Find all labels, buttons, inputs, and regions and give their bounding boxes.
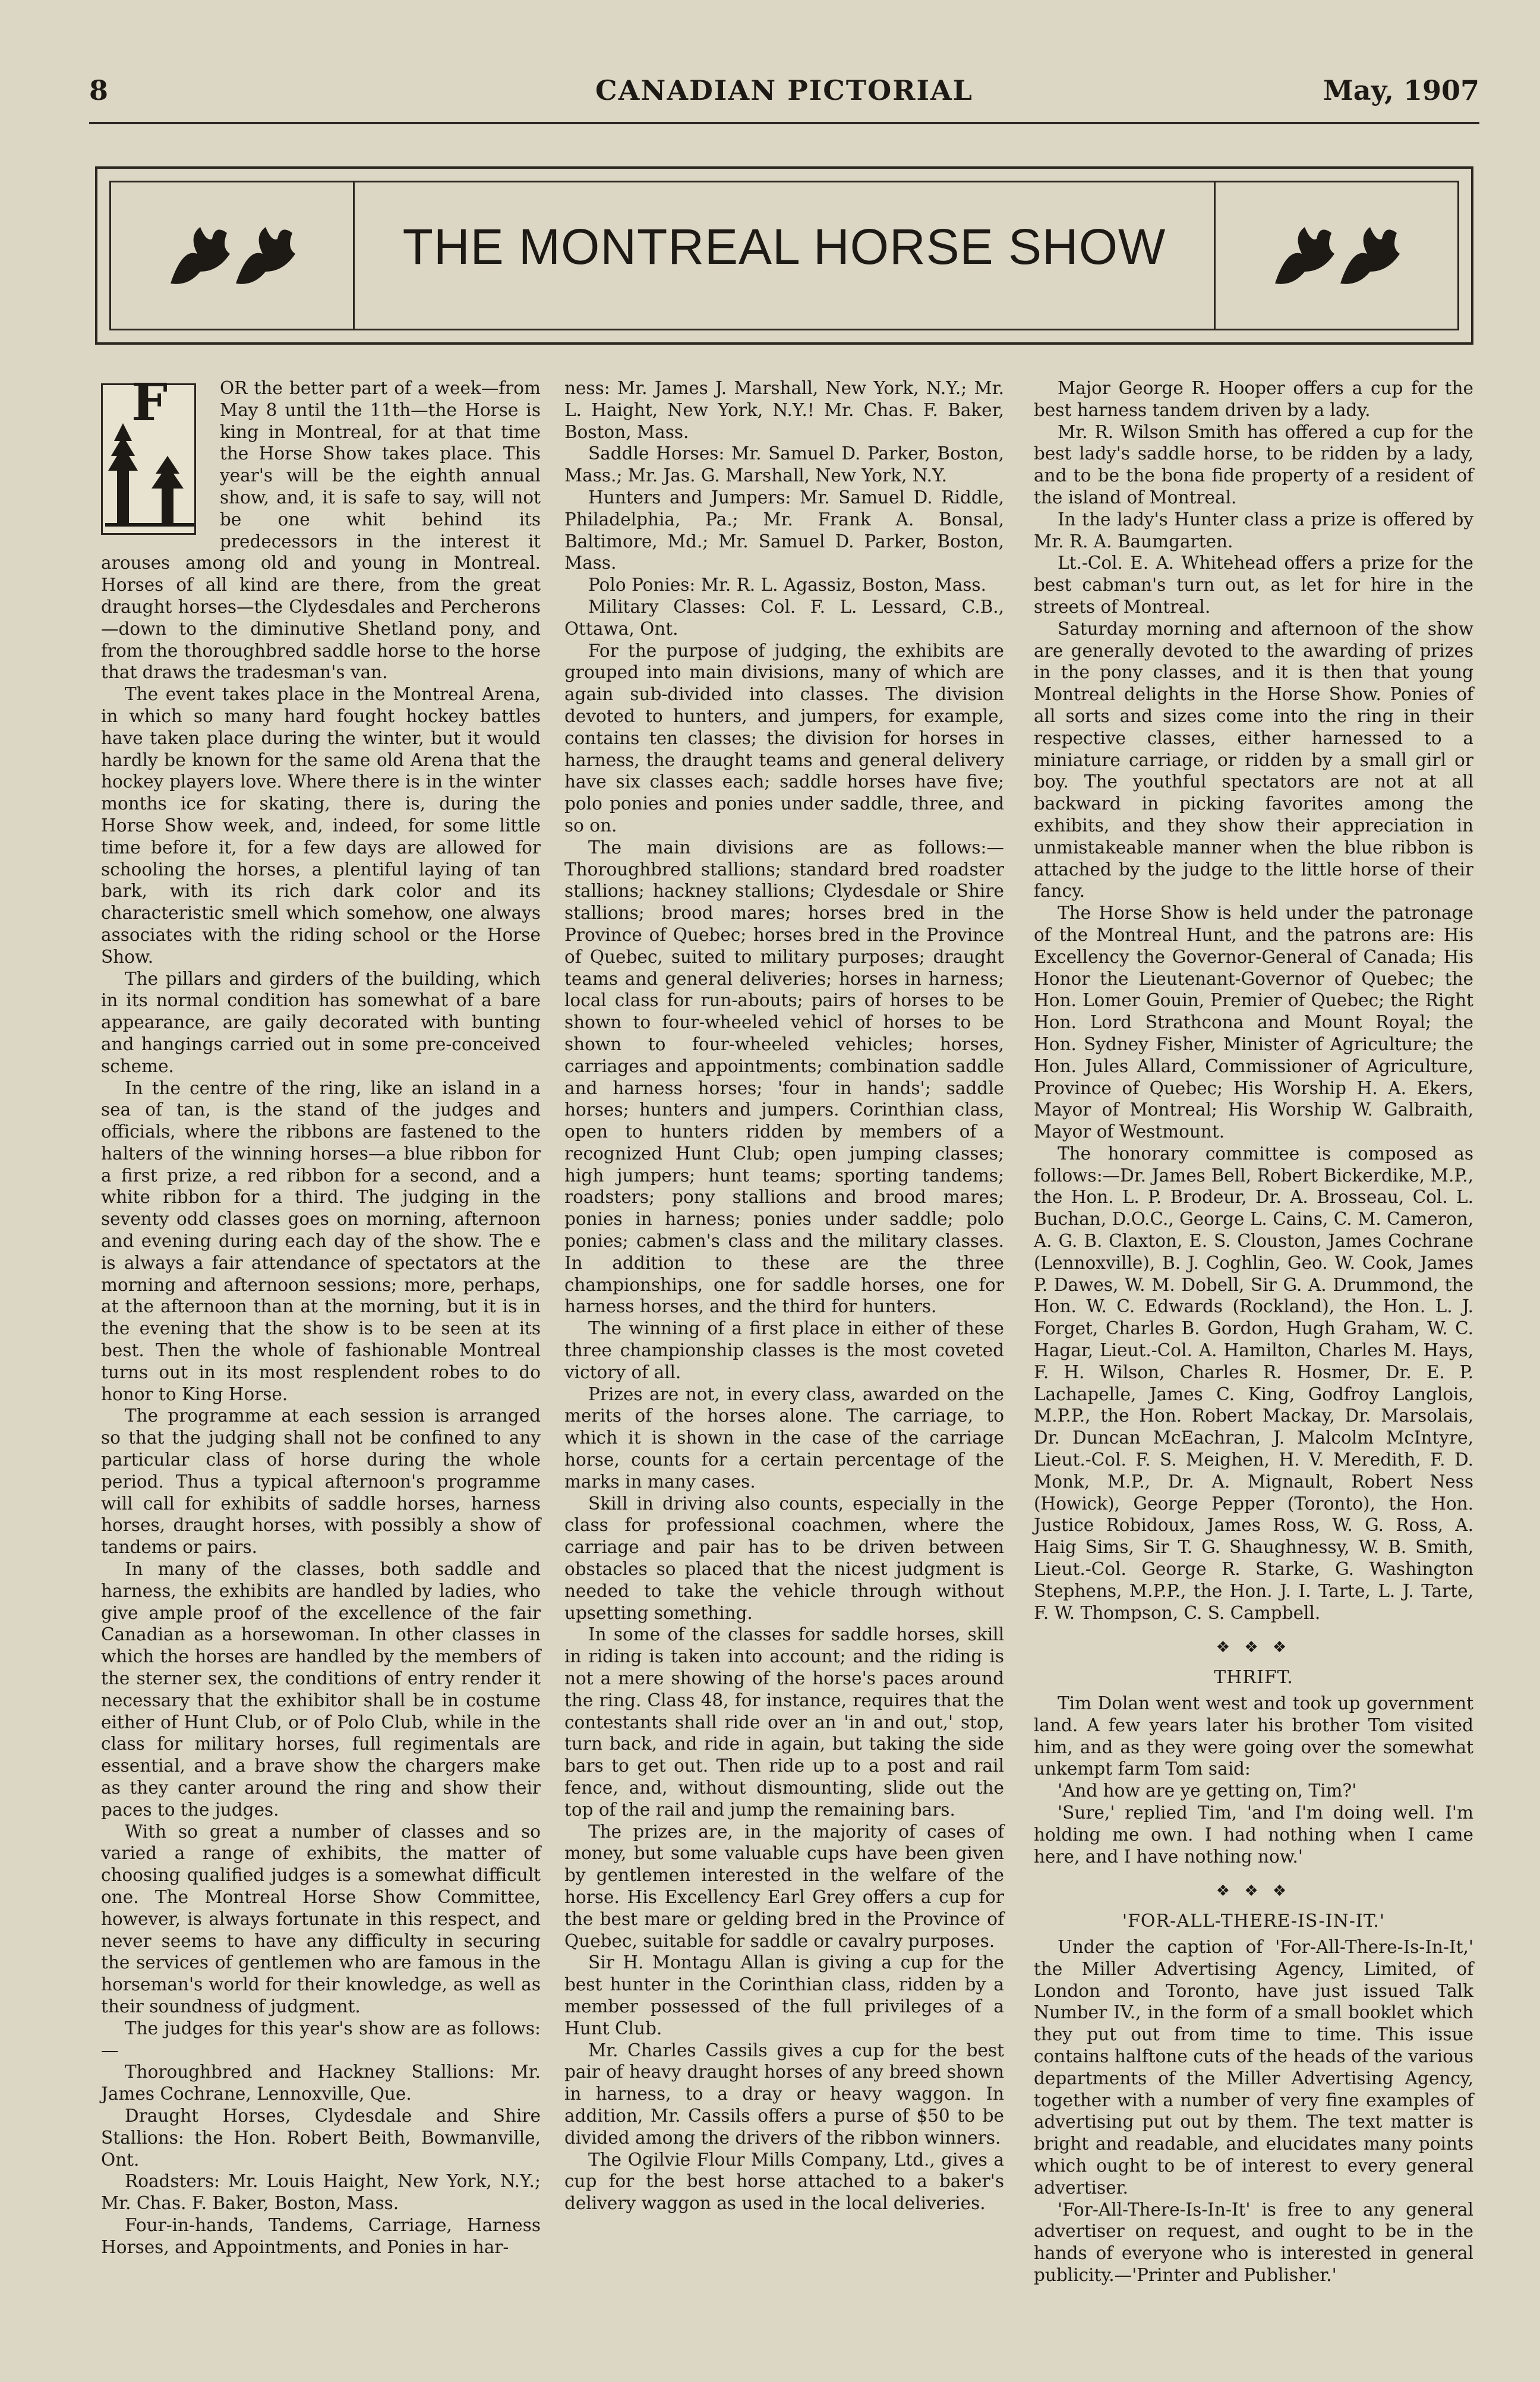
paragraph: The Ogilvie Flour Mills Company, Ltd., gives a cup for the best horse attached to a baker's delivery waggon as used in the local deliveries.: [564, 2149, 1004, 2214]
paragraph: Sir H. Montagu Allan is giving a cup for the best hunter in the Corinthian class, ridden by a member possessed of the full privileges of a Hunt Club.: [564, 1952, 1004, 2038]
drop-cap: [101, 373, 202, 538]
for-all-heading: 'FOR-ALL-THERE-IS-IN-IT.': [1122, 1911, 1386, 1932]
paragraph: Thoroughbred and Hackney Stallions: Mr. James Cochrane, Lennoxville, Que.: [101, 2062, 541, 2104]
paragraph: Military Classes: Col. F. L. Lessard, C.B., Ottawa, Ont.: [564, 596, 1004, 639]
paragraph: Skill in driving also counts, especially in the class for professional coachmen, where the carriage and pair has to be driven between obstacles so placed that the nicest judgment is needed to take the vehicle through without upsetting something.: [564, 1493, 1004, 1623]
section-separator: ❖ ❖ ❖: [1216, 1882, 1292, 1901]
article-column-3: [1034, 377, 1473, 2286]
paragraph: The winning of a first place in either of these three championship classes is the most coveted victory of all.: [564, 1318, 1004, 1382]
paragraph: Polo Ponies: Mr. R. L. Agassiz, Boston, Mass.: [588, 575, 987, 596]
publication-title: CANADIAN PICTORIAL: [595, 74, 973, 106]
paragraph: Under the caption of 'For-All-There-Is-In-It,' the Miller Advertising Agency, Limited, of London and Toronto, have just issued Talk Number IV., in the form of a small booklet which they put out from time to time. This issue contains halftone cuts of the heads of the various departments of the Miller Advertising Agency, together with a number of very fine examples of advertising put out by them. The text matter is bright and readable, and elucidates many points which ought to be of interest to every general advertiser.: [1034, 1936, 1473, 2198]
paragraph: In the centre of the ring, like an island in a sea of tan, is the stand of the judges and officials, where the ribbons are fastened to the halters of the winning horses—a blue ribbon for a first prize, a red ribbon for a second, and a white ribbon for a third. The judging in the seventy odd classes goes on morning, afternoon and evening during each day of the show. The e is always a fair attendance of spectators at the morning and afternoon sessions; more, perhaps, at the afternoon than at the morning, but it is in the evening that the show is to be seen at its best. Then the whole of fashionable Montreal turns out in its most resplendent robes to do honor to King Horse.: [101, 1077, 541, 1404]
paragraph: The judges for this year's show are as follows:—: [101, 2018, 541, 2060]
paragraph: The honorary committee is composed as follows:—Dr. James Bell, Robert Bickerdike, M.P., the Hon. L. P. Brodeur, Dr. A. Brosseau, Col. L. Buchan, D.O.C., George L. Cains, C. M. Cameron, A. G. B. Claxton, E. S. Clouston, James Cochrane (Lennoxville), B. J. Coghlin, Geo. W. Cook, James P. Dawes, W. M. Dobell, Sir G. A. Drummond, the Hon. W. C. Edwards (Rockland), the Hon. L. J. Forget, Charles B. Gordon, Hugh Graham, W. C. Hagar, Lieut.-Col. A. Hamilton, Charles M. Hays, F. H. Wilson, Charles R. Hosmer, Dr. E. P. Lachapelle, James C. King, Godfroy Langlois, M.P.P., the Hon. Robert Mackay, Dr. Marsolais, Dr. Duncan McEachran, J. Malcolm McIntyre, Lieut.-Col. F. S. Meighen, H. V. Meredith, F. D. Monk, M.P., Dr. A. Mignault, Robert Ness (Howick), George Pepper (Toronto), the Hon. Justice Robidoux, James Ross, W. G. Ross, A. Haig Sims, Sir T. G. Shaughnessy, W. B. Smith, Lieut.-Col. George R. Starke, G. Washington Stephens, M.P.P., the Hon. J. I. Tarte, L. J. Tarte, F. W. Thompson, C. S. Campbell.: [1034, 1143, 1473, 1623]
paragraph: The main divisions are as follows:—Thoroughbred stallions; standard bred roadster stallions; hackney stallions; Clydesdale or Shire stallions; brood mares; horses bred in the Province of Quebec; horses bred in the Province of Quebec, suited to military purposes; draught teams and general deliveries; horses in harness; local class for run-abouts; pairs of horses to be shown to four-wheeled vehicl of horses to be shown to four-wheeled vehicles; horses, carriages and appointments; combination saddle and harness horses; 'four in hands'; saddle horses; hunters and jumpers. Corinthian class, open to hunters ridden by members of a recognized Hunt Club; open jumping classes; high jumpers; hunt teams; sporting tandems; roadsters; pony stallions and brood mares; ponies in harness; ponies under saddle; polo ponies; cabmen's class and the military classes. In addition to these are the three championships, one for saddle horses, one for harness horses, and the third for hunters.: [564, 837, 1004, 1317]
paragraph: 'For-All-There-Is-In-It' is free to any general advertiser on request, and ought to be in the hands of everyone who is interested in general publicity.—'Printer and Publisher.': [1034, 2199, 1473, 2285]
paragraph: In many of the classes, both saddle and harness, the exhibits are handled by ladies, who give ample proof of the excellence of the fair Canadian as a horsewoman. In other classes in which the horses are handled by the members of the sterner sex, the conditions of entry render it necessary that the exhibitor shall be in costume either of Hunt Club, or of Polo Club, while in the class for military horses, full regimentals are essential, and a brave show the chargers make as they canter around the ring and show their paces to the judges.: [101, 1559, 541, 1820]
article-title: THE MONTREAL HORSE SHOW: [402, 219, 1166, 275]
paragraph: Prizes are not, in every class, awarded on the merits of the horses alone. The carriage, to which it is shown in the case of the carriage horse, counts for a certain percentage of the marks in many cases.: [564, 1384, 1004, 1492]
paragraph: Mr. R. Wilson Smith has offered a cup for the best lady's saddle horse, to be ridden by a lady, and to be the bona fide property of a resident of the island of Montreal.: [1034, 421, 1473, 508]
drop-cap-letter: F: [131, 373, 168, 433]
paragraph: Lt.-Col. E. A. Whitehead offers a prize for the best cabman's turn out, as let for hire in the streets of Montreal.: [1034, 553, 1473, 617]
paragraph: 'Sure,' replied Tim, 'and I'm doing well. I'm holding me own. I had nothing when I came here, and I have nothing now.': [1034, 1803, 1473, 1867]
paragraph: The programme at each session is arranged so that the judging shall not be confined to any particular class of horse during the whole period. Thus a typical afternoon's programme will call for exhibits of saddle horses, harness horses, draught horses, with possibly a show of tandems or pairs.: [101, 1406, 541, 1558]
magazine-page: [89, 56, 1479, 2362]
running-head: [89, 56, 1479, 124]
thrift-heading: THRIFT.: [1214, 1667, 1293, 1688]
paragraph: The Horse Show is held under the patronage of the Montreal Hunt, and the patrons are: His Excellency the Governor-General of Canada; His Honor the Lieutenant-Governor of Quebec; the Hon. Lomer Gouin, Premier of Quebec; the Right Hon. Lord Strathcona and Mount Royal; the Hon. Sydney Fisher, Minister of Agriculture; the Hon. Jules Allard, Commissioner of Agriculture, Province of Quebec; His Worship H. A. Ekers, Mayor of Montreal; His Worship W. Galbraith, Mayor of Westmount.: [1034, 903, 1473, 1142]
paragraph: The event takes place in the Montreal Arena, in which so many hard fought hockey battles have taken place during the winter, but it would hardly be known for the same old Arena that the hockey players love. Where there is in the winter months ice for skating, there is, during the Horse Show week, and, indeed, for some little time before it, for a few days are allowed for schooling the horses, a plentiful laying of tan bark, with its rich dark color and its characteristic smell which somehow, one always associates with the riding school or the Horse Show.: [101, 684, 541, 967]
paragraph: ness: Mr. James J. Marshall, New York, N.Y.; Mr. L. Haight, New York, N.Y.! Mr. Chas. F. Baker, Boston, Mass.: [564, 378, 1004, 442]
article-column-2: [564, 377, 1004, 2214]
paragraph: Hunters and Jumpers: Mr. Samuel D. Riddle, Philadelphia, Pa.; Mr. Frank A. Bonsal, Baltimore, Md.; Mr. Samuel D. Parker, Boston, Mass.: [564, 487, 1004, 574]
paragraph: In the lady's Hunter class a prize is offered by Mr. R. A. Baumgarten.: [1034, 509, 1473, 552]
paragraph: For the purpose of judging, the exhibits are grouped into main divisions, many of which are again sub-divided into classes. The division devoted to hunters, and jumpers, for example, contains ten classes; the division for horses in harness, the draught teams and general delivery have six classes each; saddle horses have five; polo ponies and ponies under saddle, three, and so on.: [564, 640, 1004, 836]
paragraph: Major George R. Hooper offers a cup for the best harness tandem driven by a lady.: [1034, 378, 1473, 420]
page-number: 8: [89, 74, 109, 106]
section-separator: ❖ ❖ ❖: [1216, 1639, 1292, 1657]
paragraph: OR the better part of a week—from May 8 until the 11th—the Horse is king in Montreal, for at that time the Horse Show takes place. This year's will be the eighth annual show, and, it is safe to say, will not be one whit behind its predecessors in the interest it arouses among old and young in Montreal. Horses of all kind are there, from the great draught horses—the Clydesdales and Percherons—down to the diminutive Shetland pony, and from the thoroughbred saddle horse to the horse that draws the tradesman's van.: [101, 378, 541, 683]
paragraph: Draught Horses, Clydesdale and Shire Stallions: the Hon. Robert Beith, Bowmanville, Ont.: [101, 2105, 541, 2170]
paragraph: Mr. Charles Cassils gives a cup for the best pair of heavy draught horses of any breed shown in harness, to a dray or heavy waggon. In addition, Mr. Cassils offers a purse of $50 to be divided among the drivers of the ribbon winners.: [564, 2040, 1004, 2148]
article-title-box: [95, 166, 1473, 345]
paragraph: The pillars and girders of the building, which in its normal condition has somewhat of a bare appearance, are gaily decorated with bunting and hangings carried out in some pre-conceived scheme.: [101, 968, 541, 1076]
paragraph: In some of the classes for saddle horses, skill in riding is taken into account; and the riding is not a mere showing of the horse's paces around the ring. Class 48, for instance, requires that the contestants shall ride over an 'in and out,' stop, turn back, and ride in again, but taking the side bars to get out. Then ride up to a post and rail fence, and, without dismounting, slide out the top of the rail and jump the remaining bars.: [564, 1624, 1004, 1820]
paragraph: Tim Dolan went west and took up government land. A few years later his brother Tom visited him, and as they were going over the somewhat unkempt farm Tom said:: [1034, 1693, 1473, 1779]
paragraph: Roadsters: Mr. Louis Haight, New York, N.Y.; Mr. Chas. F. Baker, Boston, Mass.: [101, 2171, 541, 2214]
issue-date: May, 1907: [1323, 74, 1479, 106]
paragraph: 'And how are ye getting on, Tim?': [1058, 1781, 1357, 1801]
tulip-ornament-icon: [111, 182, 355, 329]
paragraph: The prizes are, in the majority of cases of money, but some valuable cups have been given by gentlemen interested in the welfare of the horse. His Excellency Earl Grey offers a cup for the best mare or gelding bred in the Province of Quebec, suitable for saddle or cavalry purposes.: [564, 1821, 1004, 1951]
paragraph: Four-in-hands, Tandems, Carriage, Harness Horses, and Appointments, and Ponies in har-: [101, 2214, 541, 2257]
paragraph: Saddle Horses: Mr. Samuel D. Parker, Boston, Mass.; Mr. Jas. G. Marshall, New York, N.Y.: [564, 443, 1004, 486]
tulip-ornament-icon: [1214, 182, 1457, 329]
paragraph: Saturday morning and afternoon of the show are generally devoted to the awarding of prizes in the pony classes, and it is then that young Montreal delights in the Horse Show. Ponies of all sorts and sizes come into the ring in their respective classes, either harnessed to a miniature carriage, or ridden by a small girl or boy. The youthful spectators are not at all backward in picking favorites among the exhibits, and they show their appreciation in unmistakeable manner when the blue ribbon is attached by the judge to the little horse of their fancy.: [1034, 618, 1473, 902]
article-column-1: [101, 373, 541, 2258]
paragraph: With so great a number of classes and so varied a range of exhibits, the matter of choosing qualified judges is a somewhat difficult one. The Montreal Horse Show Committee, however, is always fortunate in this respect, and never seems to have any difficulty in securing the services of gentlemen who are famous in the horseman's world for their knowledge, as well as their soundness of judgment.: [101, 1821, 541, 2016]
